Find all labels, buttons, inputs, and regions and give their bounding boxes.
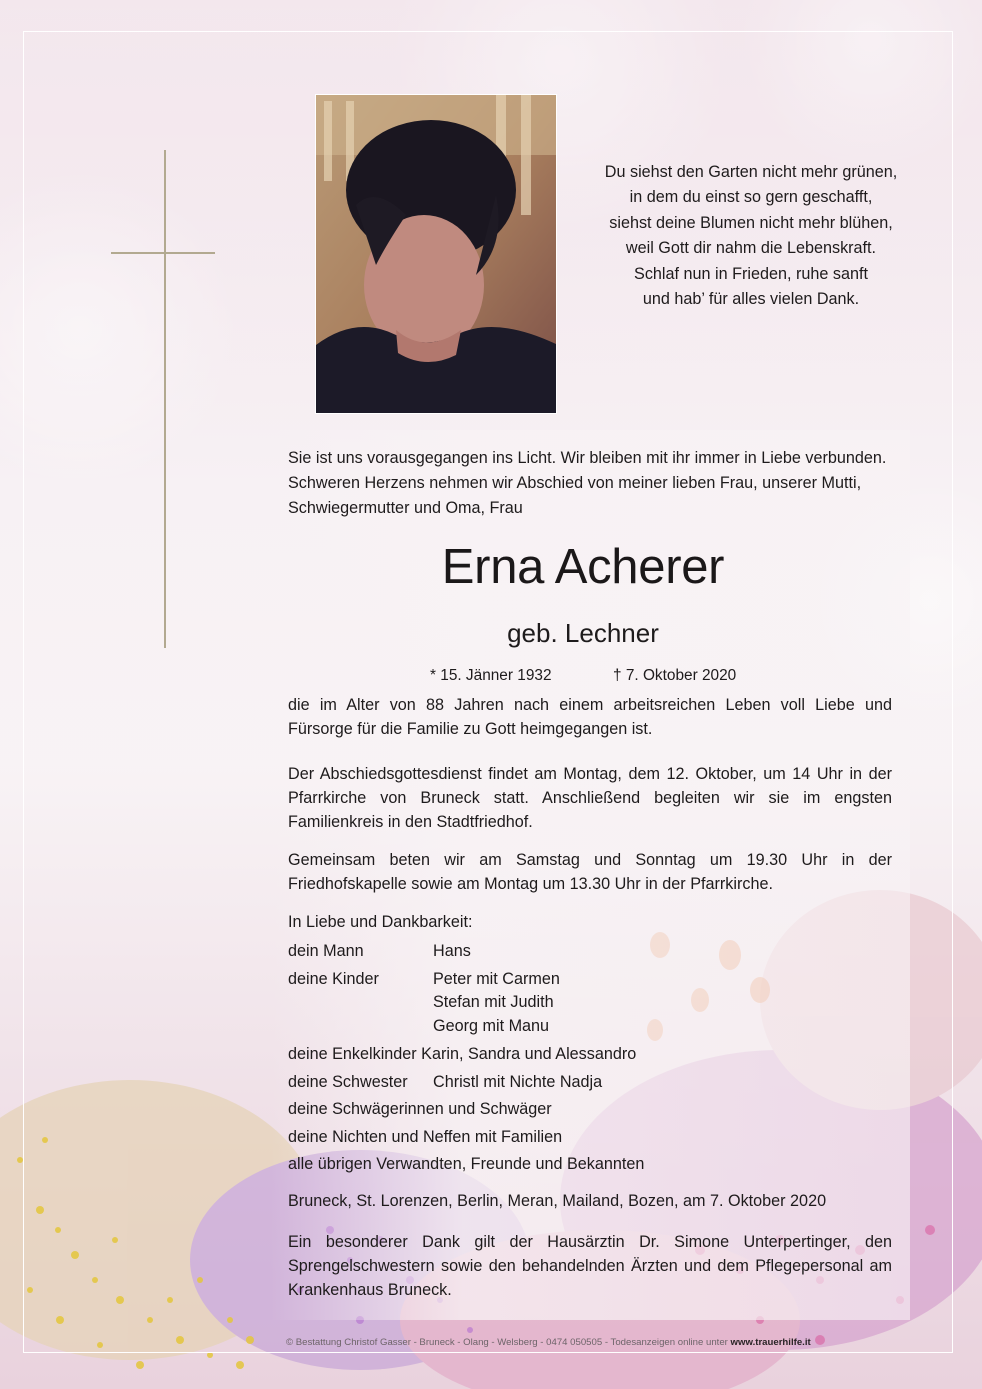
prayer-paragraph: Gemeinsam beten wir am Samstag und Sonntag um 19.30 Uhr in der Friedhofskapelle sowie am Montag um 13.30 Uhr in der Pfarrkirche. xyxy=(288,851,892,893)
intro-line: Sie ist uns vorausgegangen ins Licht. Wir bleiben mit ihr immer in Liebe verbunden. xyxy=(288,449,887,467)
intro-text xyxy=(288,446,892,521)
birth-date: * 15. Jänner 1932 xyxy=(430,667,552,684)
family-relation: deine Nichten und Neffen mit Familien xyxy=(288,1128,563,1146)
poem-line: weil Gott dir nahm die Lebenskraft. xyxy=(625,239,877,258)
family-relation: dein Mann xyxy=(288,942,364,960)
maiden-name: geb. Lechner xyxy=(507,618,659,648)
deceased-name: Erna Acherer xyxy=(441,540,725,594)
family-relation: alle übrigen Verwandten, Freunde und Bekannten xyxy=(288,1155,645,1173)
family-names: Christl mit Nichte Nadja xyxy=(433,1073,603,1091)
family-relation: deine Schwägerinnen und Schwäger xyxy=(288,1100,552,1118)
family-list xyxy=(288,939,892,1179)
footer xyxy=(286,1337,892,1349)
poem xyxy=(565,160,937,312)
poem-line: in dem du einst so gern geschafft, xyxy=(629,188,873,207)
poem-line: siehst deine Blumen nicht mehr blühen, xyxy=(609,213,893,232)
intro-line: Schwiegermutter und Oma, Frau xyxy=(288,499,523,517)
intro-line: Schweren Herzens nehmen wir Abschied von meiner lieben Frau, unserer Mutti, xyxy=(288,474,862,492)
family-relation: deine Schwester xyxy=(288,1073,408,1091)
thanks-paragraph: Ein besonderer Dank gilt der Hausärztin Dr. Simone Unterpertinger, den Sprengelschwestern sowie den behandelnden Ärzten und dem Pflegepersonal am Krankenhaus Bruneck. xyxy=(288,1233,892,1299)
family-heading: In Liebe und Dankbarkeit: xyxy=(288,913,473,931)
poem-line: Du siehst den Garten nicht mehr grünen, xyxy=(604,163,898,181)
footer-url[interactable]: www.trauerhilfe.it xyxy=(730,1337,811,1348)
footer-text: © Bestattung Christof Gasser - Bruneck - Olang - Welsberg - 0474 050505 - Todesanzeigen online unter xyxy=(286,1337,731,1348)
place-date: Bruneck, St. Lorenzen, Berlin, Meran, Mailand, Bozen, am 7. Oktober 2020 xyxy=(288,1192,827,1210)
family-names: Peter mit Carmen xyxy=(433,970,560,988)
service-paragraph: Der Abschiedsgottesdienst findet am Montag, dem 12. Oktober, um 14 Uhr in der Pfarrkirche von Bruneck statt. Anschließend begleiten wir sie im engsten Familienkreis in den Stadtfriedhof. xyxy=(288,765,892,831)
death-date: † 7. Oktober 2020 xyxy=(613,667,737,684)
family-names: Georg mit Manu xyxy=(433,1017,550,1035)
family-relation: deine Enkelkinder Karin, Sandra und Alessandro xyxy=(288,1045,637,1063)
family-names: Stefan mit Judith xyxy=(433,993,554,1011)
family-relation: deine Kinder xyxy=(288,970,379,988)
age-paragraph: die im Alter von 88 Jahren nach einem arbeitsreichen Leben voll Liebe und Fürsorge für die Familie zu Gott heimgegangen ist. xyxy=(288,696,892,738)
family-names: Hans xyxy=(433,942,471,960)
poem-line: Schlaf nun in Frieden, ruhe sanft xyxy=(634,264,868,283)
poem-line: und hab’ für alles vielen Dank. xyxy=(642,290,860,309)
portrait-photo xyxy=(315,94,557,414)
